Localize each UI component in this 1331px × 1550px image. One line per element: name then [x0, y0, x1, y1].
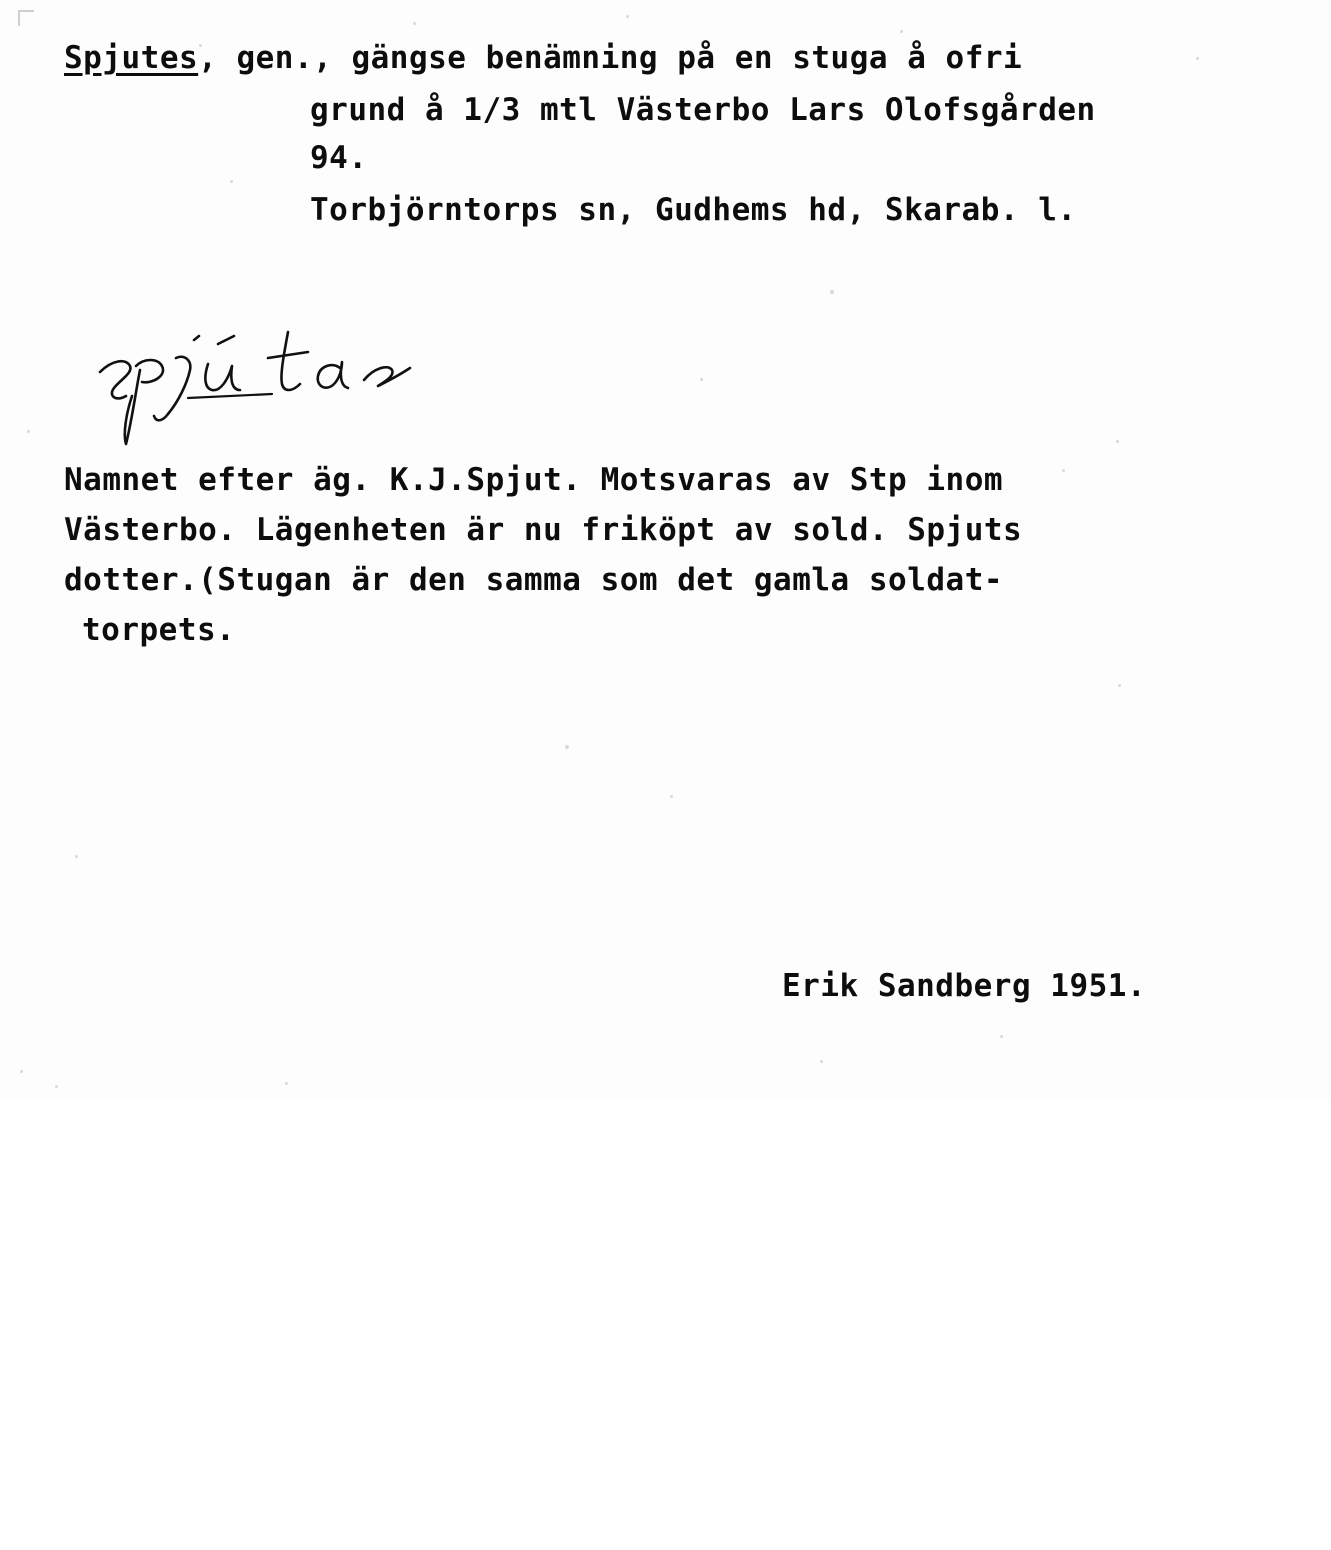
- signature: Erik Sandberg 1951.: [782, 968, 1147, 1004]
- note-line-2: Västerbo. Lägenheten är nu friköpt av sold. Spjuts: [64, 512, 1023, 548]
- handwritten-pronunciation-icon: [92, 310, 512, 450]
- scan-speck: [900, 30, 903, 33]
- scan-corner-mark: [18, 10, 34, 26]
- scan-speck: [285, 1082, 288, 1085]
- scan-speck: [626, 15, 629, 18]
- scan-speck: [820, 1060, 823, 1063]
- note-line-3: dotter.(Stugan är den samma som det gamla soldat-: [64, 562, 1004, 598]
- parish-line: Torbjörntorps sn, Gudhems hd, Skarab. l.: [310, 192, 1077, 228]
- definition-line-2: grund å 1/3 mtl Västerbo Lars Olofsgården: [310, 92, 1096, 128]
- headword-line: [64, 40, 1022, 76]
- note-line-4: torpets.: [82, 612, 236, 648]
- scan-speck: [75, 855, 78, 858]
- scan-speck: [830, 290, 834, 294]
- scan-speck: [20, 1070, 23, 1073]
- scan-speck: [413, 22, 416, 25]
- scan-speck: [1062, 469, 1065, 472]
- headword-rest: , gen., gängse benämning på en stuga å ofri: [198, 40, 1023, 76]
- scan-speck: [230, 180, 233, 183]
- definition-line-3: 94.: [310, 140, 368, 176]
- scan-speck: [565, 745, 569, 749]
- scan-speck: [1000, 1035, 1003, 1038]
- scan-speck: [1196, 57, 1199, 60]
- headword: Spjutes: [64, 40, 199, 76]
- scan-speck: [700, 378, 703, 381]
- scan-speck: [670, 795, 673, 798]
- scan-speck: [55, 1085, 58, 1088]
- note-line-1: Namnet efter äg. K.J.Spjut. Motsvaras av Stp inom: [64, 462, 1004, 498]
- scan-speck: [27, 430, 30, 433]
- scan-speck: [1116, 440, 1119, 443]
- scan-speck: [1118, 684, 1121, 687]
